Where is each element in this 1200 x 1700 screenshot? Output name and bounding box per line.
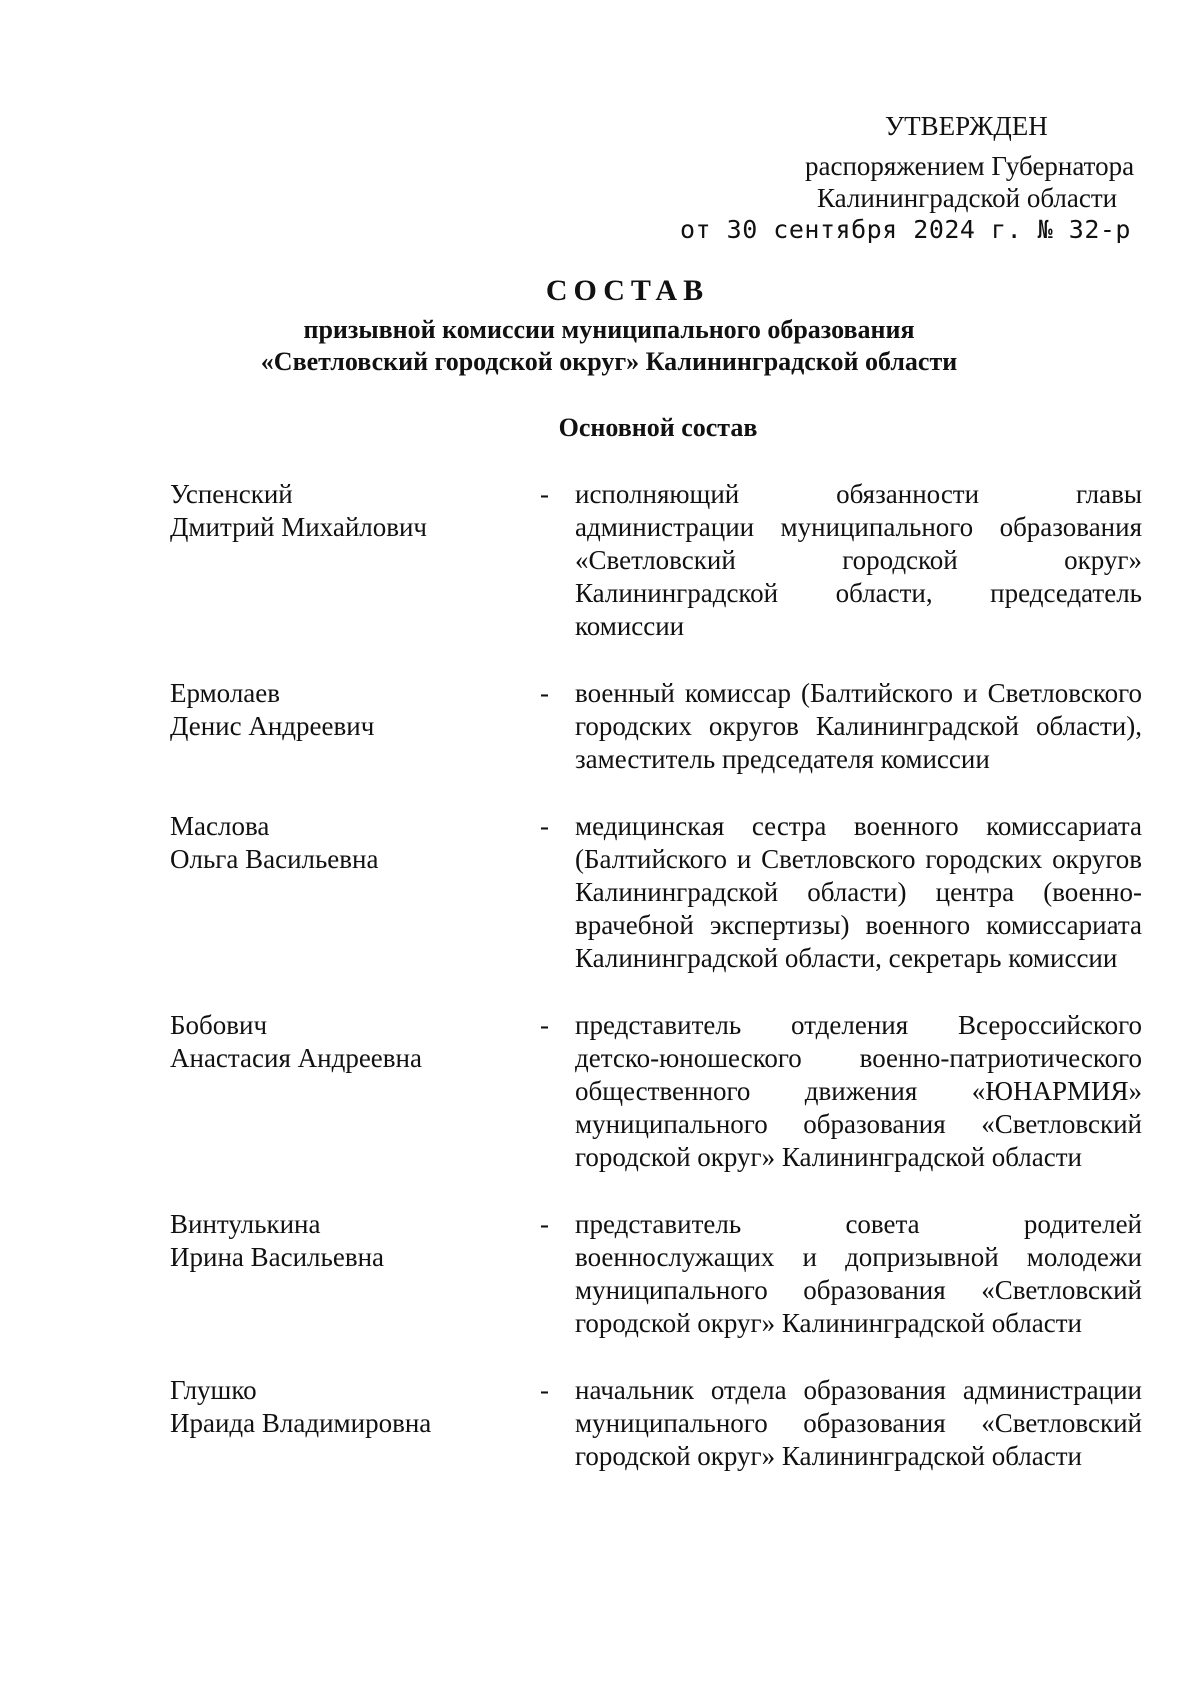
member-role: представитель отделения Всероссийского детско-юношеского военно-патриотического общественного движения «ЮНАРМИЯ» муниципального образования «Светловский городской округ» Калининградской области [575,1010,1142,1172]
member-given-names: Ираида Владимировна [170,1408,432,1438]
member-role: исполняющий обязанности главы администрации муниципального образования «Светловский городской округ» Калининградской области, председатель комиссии [575,479,1142,641]
member-name [170,1374,540,1473]
member-surname: Бобович [170,1010,268,1040]
approval-order-type: распоряжением Губернатора [805,151,1135,181]
member-row [170,478,1142,643]
member-dash: - [540,479,549,509]
member-name [170,1208,540,1340]
member-surname: Ермолаев [170,678,281,708]
document-title [0,272,1200,378]
member-name [170,1009,540,1174]
member-role: представитель совета родителей военнослужащих и допризывной молодежи муниципального образования «Светловский городской округ» Калининградской области [575,1209,1142,1338]
member-list [170,478,1142,1507]
title-subtitle-line-2: «Светловский городской округ» Калининградской области [260,347,958,376]
member-dash: - [540,1375,549,1405]
member-given-names: Анастасия Андреевна [170,1043,422,1073]
member-given-names: Ирина Васильевна [170,1242,385,1272]
member-name [170,478,540,643]
member-given-names: Денис Андреевич [170,711,375,741]
member-name [170,810,540,975]
section-title: Основной состав [558,413,758,442]
member-row [170,1374,1142,1473]
member-dash: - [540,678,549,708]
member-row [170,1009,1142,1174]
member-role: начальник отдела образования администрации муниципального образования «Светловский городской округ» Калининградской области [575,1375,1142,1471]
member-row [170,677,1142,776]
approval-heading: УТВЕРЖДЕН [885,111,1048,141]
title-main: СОСТАВ [545,274,710,307]
member-name [170,677,540,776]
member-given-names: Ольга Васильевна [170,844,379,874]
title-subtitle-line-1: призывной комиссии муниципального образования [303,315,915,344]
approval-region: Калининградской области [817,183,1118,213]
member-row [170,1208,1142,1340]
approval-date-number: от 30 сентября 2024 г. № 32-р [680,215,1131,244]
member-given-names: Дмитрий Михайлович [170,512,428,542]
member-row [170,810,1142,975]
member-dash: - [540,811,549,841]
member-surname: Успенский [170,479,293,509]
member-dash: - [540,1010,549,1040]
member-dash: - [540,1209,549,1239]
member-role: медицинская сестра военного комиссариата (Балтийского и Светловского городских округов Калининградской области) центра (военно-врачебной экспертизы) военного комиссариата Калининградской области, секретарь комиссии [575,811,1142,973]
member-surname: Маслова [170,811,270,841]
member-surname: Глушко [170,1375,257,1405]
member-role: военный комиссар (Балтийского и Светловского городских округов Калининградской области), заместитель председателя комиссии [575,678,1142,774]
member-surname: Винтулькина [170,1209,321,1239]
